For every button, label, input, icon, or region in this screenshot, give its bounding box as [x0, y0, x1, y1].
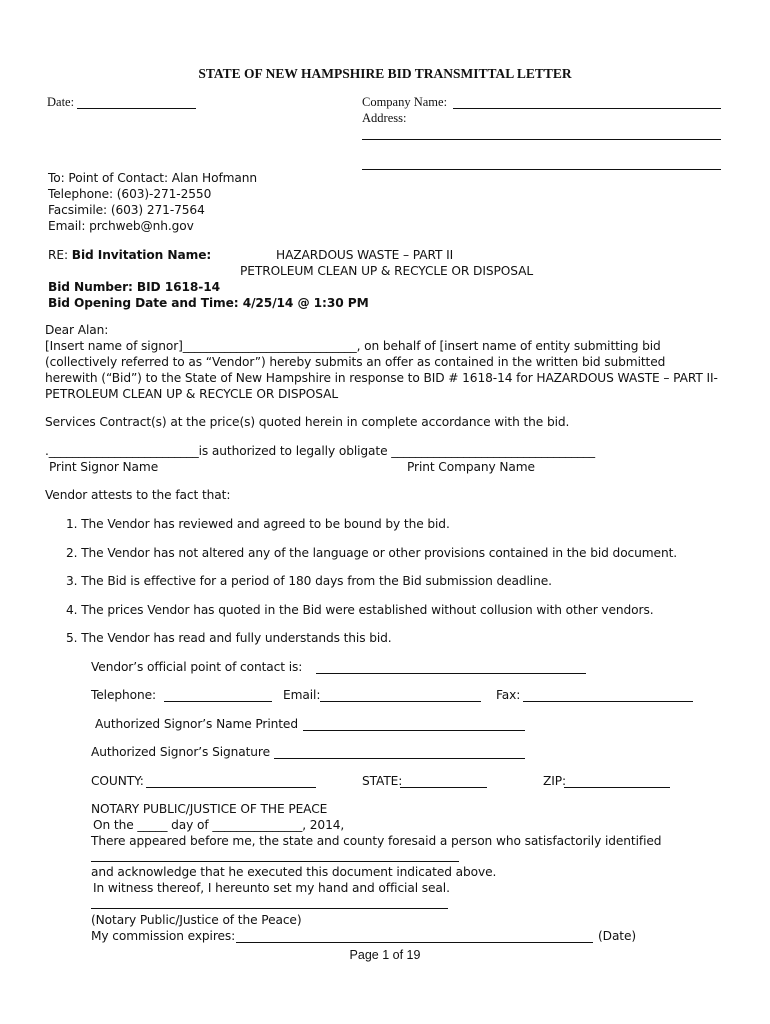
notary-signature-field[interactable]: [91, 908, 448, 909]
contact-telephone: Telephone: (603)-271-2550: [48, 187, 212, 201]
attestation-item: 4. The prices Vendor has quoted in the Bid were established without collusion with other vendors.: [66, 603, 654, 617]
signor-name-label: Authorized Signor’s Name Printed: [95, 717, 298, 731]
attestation-item: 1. The Vendor has reviewed and agreed to be bound by the bid.: [66, 517, 450, 531]
telephone-label: Telephone:: [91, 688, 156, 702]
telephone-field[interactable]: [164, 701, 272, 702]
address-label: Address:: [362, 111, 407, 125]
attestation-item: 2. The Vendor has not altered any of the language or other provisions contained in the bid document.: [66, 546, 678, 560]
notary-appeared: There appeared before me, the state and county foresaid a person who satisfactorily identified: [91, 834, 662, 848]
commission-label: My commission expires:: [91, 929, 236, 943]
notary-witness: In witness thereof, I hereunto set my hand and official seal.: [93, 881, 450, 895]
commission-date-suffix: (Date): [598, 929, 637, 943]
attests-line: Vendor attests to the fact that:: [45, 488, 231, 502]
address-field-line1[interactable]: [362, 139, 721, 140]
zip-field[interactable]: [564, 787, 670, 788]
notary-label: (Notary Public/Justice of the Peace): [91, 913, 302, 927]
commission-expires-field[interactable]: [236, 942, 593, 943]
services-line: Services Contract(s) at the price(s) quoted herein in complete accordance with the bid.: [45, 415, 570, 429]
contact-email: Email: prchweb@nh.gov: [48, 219, 194, 233]
page-number: Page 1 of 19: [349, 948, 421, 962]
email-label: Email:: [283, 688, 321, 702]
identified-person-field[interactable]: [91, 861, 459, 862]
fax-field[interactable]: [523, 701, 693, 702]
date-field[interactable]: [77, 108, 196, 109]
date-label: Date:: [47, 95, 75, 109]
letter-line2: (collectively referred to as “Vendor”) hereby submits an offer as contained in the written bid submitted: [45, 355, 666, 369]
state-field[interactable]: [400, 787, 487, 788]
letter-line3: herewith (“Bid”) to the State of New Hampshire in response to BID # 1618-14 for HAZARDOUS WASTE – PART II-: [45, 371, 718, 385]
print-signor-label: Print Signor Name: [49, 460, 159, 474]
notary-heading: NOTARY PUBLIC/JUSTICE OF THE PEACE: [91, 802, 328, 816]
attestation-item: 5. The Vendor has read and fully understands this bid.: [66, 631, 392, 645]
county-label: COUNTY:: [91, 774, 144, 788]
point-of-contact-label: Vendor’s official point of contact is:: [91, 660, 303, 674]
bid-name-line2: PETROLEUM CLEAN UP & RECYCLE OR DISPOSAL: [240, 264, 534, 278]
company-name-field[interactable]: [453, 108, 721, 109]
signor-name-field[interactable]: [303, 730, 525, 731]
contact-to: To: Point of Contact: Alan Hofmann: [48, 171, 258, 185]
letter-line4: PETROLEUM CLEAN UP & RECYCLE OR DISPOSAL: [45, 387, 339, 401]
email-field[interactable]: [320, 701, 481, 702]
bid-opening: Bid Opening Date and Time: 4/25/14 @ 1:30 PM: [48, 296, 369, 310]
company-name-label: Company Name:: [362, 95, 448, 109]
contact-facsimile: Facsimile: (603) 271-7564: [48, 203, 205, 217]
print-company-label: Print Company Name: [407, 460, 535, 474]
address-field-line2[interactable]: [362, 169, 721, 170]
fax-label: Fax:: [496, 688, 521, 702]
attestation-item: 3. The Bid is effective for a period of 180 days from the Bid submission deadline.: [66, 574, 552, 588]
re-prefix: RE:: [48, 248, 68, 262]
salutation: Dear Alan:: [45, 323, 109, 337]
bid-name-line1: HAZARDOUS WASTE – PART II: [276, 248, 454, 262]
notary-date-line: On the _____ day of _______________, 2014,: [93, 818, 345, 832]
county-field[interactable]: [146, 787, 316, 788]
re-line: [48, 248, 211, 262]
point-of-contact-field[interactable]: [316, 673, 586, 674]
notary-acknowledge: and acknowledge that he executed this document indicated above.: [91, 865, 497, 879]
bid-invitation-label: Bid Invitation Name:: [71, 248, 212, 262]
signor-signature-label: Authorized Signor’s Signature: [91, 745, 270, 759]
bid-number: Bid Number: BID 1618-14: [48, 280, 220, 294]
zip-label: ZIP:: [543, 774, 566, 788]
document-title: STATE OF NEW HAMPSHIRE BID TRANSMITTAL LETTER: [198, 66, 572, 81]
state-label: STATE:: [362, 774, 403, 788]
letter-line1: [Insert name of signor]_____________________________, on behalf of [insert name of entity submitting bid: [45, 339, 661, 353]
authorized-line: ._________________________is authorized to legally obligate __________________________________: [45, 444, 596, 458]
signor-signature-field[interactable]: [274, 758, 525, 759]
